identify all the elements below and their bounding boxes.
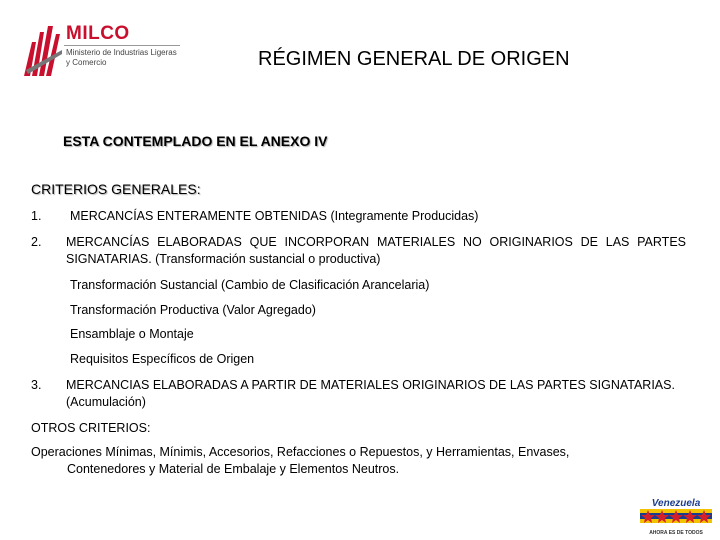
- item-2-number: 2.: [31, 235, 42, 249]
- sub-item-4: Requisitos Específicos de Origen: [70, 352, 255, 366]
- item-3-number: 3.: [31, 378, 42, 392]
- item-1-text: MERCANCÍAS ENTERAMENTE OBTENIDAS (Integramente Producidas): [70, 209, 479, 223]
- venezuela-badge: [640, 498, 712, 538]
- sub-item-2: Transformación Productiva (Valor Agregado): [70, 303, 316, 317]
- logo-subtitle-line2: y Comercio: [66, 58, 107, 67]
- page-subtitle: ESTA CONTEMPLADO EN EL ANEXO IV: [63, 133, 328, 149]
- item-3-text: MERCANCIAS ELABORADAS A PARTIR DE MATERIALES ORIGINARIOS DE LAS PARTES SIGNATARIAS. (Acumulación): [66, 378, 675, 409]
- logo-name: MILCO: [66, 23, 130, 44]
- other-criteria-text: [31, 444, 691, 478]
- other-criteria-line1: Operaciones Mínimas, Mínimis, Accesorios, Refacciones o Repuestos, y Herramientas, Envases,: [31, 445, 570, 459]
- milco-emblem-icon: [22, 20, 66, 80]
- criteria-heading: CRITERIOS GENERALES:: [31, 181, 201, 197]
- badge-stars-icon: [640, 509, 712, 529]
- logo-subtitle: [66, 48, 191, 68]
- item-1-number: 1.: [31, 209, 42, 223]
- other-criteria-heading: OTROS CRITERIOS:: [31, 421, 151, 435]
- sub-item-3: Ensamblaje o Montaje: [70, 327, 194, 341]
- badge-title: Venezuela: [651, 498, 701, 509]
- other-criteria-line2: Contenedores y Material de Embalaje y Elementos Neutros.: [67, 462, 400, 476]
- logo-subtitle-line1: Ministerio de Industrias Ligeras: [66, 48, 177, 57]
- sub-item-1: Transformación Sustancial (Cambio de Clasificación Arancelaria): [70, 278, 430, 292]
- logo-divider: [64, 45, 180, 46]
- badge-slogan: AHORA ES DE TODOS: [649, 530, 703, 536]
- page-title: RÉGIMEN GENERAL DE ORIGEN: [258, 48, 570, 70]
- item-2-text: MERCANCÍAS ELABORADAS QUE INCORPORAN MATERIALES NO ORIGINARIOS DE LAS PARTES SIGNATARIAS. (Transformación sustancial o productiva): [66, 235, 686, 266]
